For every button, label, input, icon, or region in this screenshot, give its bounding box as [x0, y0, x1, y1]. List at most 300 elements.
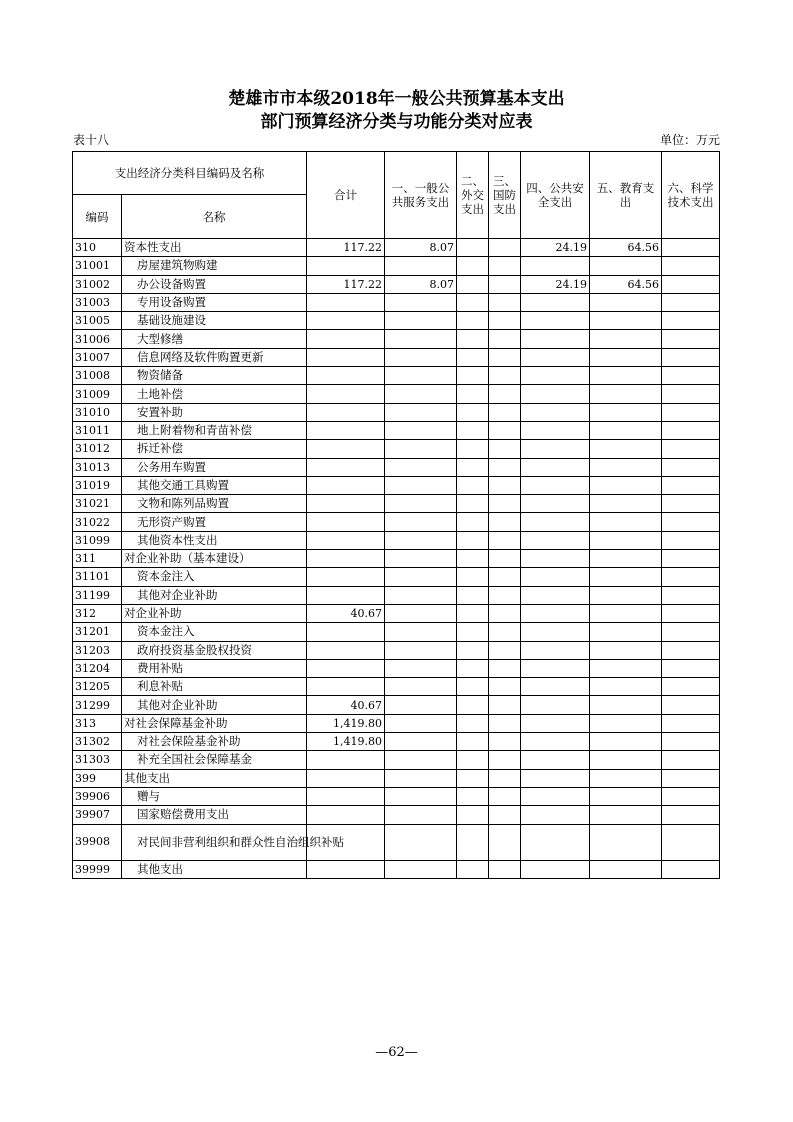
cell-total: [307, 513, 385, 531]
cell-c6: [662, 623, 720, 641]
cell-c4: [521, 860, 590, 878]
table-row: [73, 421, 720, 439]
cell-c2: [457, 257, 489, 275]
cell-c3: [489, 604, 521, 622]
cell-c6: [662, 678, 720, 696]
table-row: [73, 787, 720, 805]
budget-table: [72, 151, 720, 879]
table-row: [73, 623, 720, 641]
table-row: [73, 550, 720, 568]
cell-total: [307, 421, 385, 439]
cell-c6: [662, 275, 720, 293]
cell-c1: [385, 495, 457, 513]
cell-c3: [489, 239, 521, 257]
cell-c6: [662, 751, 720, 769]
cell-name: 补充全国社会保障基金: [122, 751, 307, 769]
cell-c2: [457, 458, 489, 476]
cell-c2: [457, 385, 489, 403]
cell-c5: [590, 257, 662, 275]
header-col2: 二、外交支出: [457, 152, 489, 239]
cell-c4: [521, 623, 590, 641]
cell-total: [307, 641, 385, 659]
cell-c6: [662, 550, 720, 568]
cell-total: [307, 787, 385, 805]
cell-name: 安置补助: [122, 403, 307, 421]
cell-code: 399: [73, 769, 122, 787]
cell-total: 1,419.80: [307, 714, 385, 732]
cell-code: 31099: [73, 531, 122, 549]
cell-name: 对社会保障基金补助: [122, 714, 307, 732]
cell-c6: [662, 513, 720, 531]
cell-c4: [521, 824, 590, 860]
table-row: [73, 440, 720, 458]
cell-c5: [590, 733, 662, 751]
cell-c6: [662, 586, 720, 604]
header-total: 合计: [307, 152, 385, 239]
cell-c4: [521, 476, 590, 494]
cell-c1: [385, 440, 457, 458]
cell-c6: [662, 385, 720, 403]
page-number: —62—: [375, 1045, 418, 1060]
cell-c3: [489, 531, 521, 549]
cell-c5: [590, 787, 662, 805]
cell-c2: [457, 293, 489, 311]
cell-c4: [521, 440, 590, 458]
cell-c3: [489, 440, 521, 458]
cell-c4: [521, 751, 590, 769]
cell-c5: [590, 623, 662, 641]
cell-code: 31003: [73, 293, 122, 311]
cell-c4: [521, 531, 590, 549]
cell-code: 31005: [73, 312, 122, 330]
cell-c6: [662, 714, 720, 732]
cell-c5: 64.56: [590, 275, 662, 293]
cell-code: 31299: [73, 696, 122, 714]
cell-c1: [385, 860, 457, 878]
cell-c6: [662, 568, 720, 586]
cell-c4: [521, 568, 590, 586]
cell-c1: [385, 751, 457, 769]
cell-c5: [590, 568, 662, 586]
cell-total: 40.67: [307, 696, 385, 714]
cell-c1: [385, 623, 457, 641]
cell-name: 无形资产购置: [122, 513, 307, 531]
cell-c3: [489, 733, 521, 751]
cell-c5: [590, 751, 662, 769]
cell-c3: [489, 513, 521, 531]
cell-c2: [457, 824, 489, 860]
cell-c6: [662, 330, 720, 348]
cell-c4: [521, 367, 590, 385]
table-row: [73, 367, 720, 385]
cell-name: 对企业补助: [122, 604, 307, 622]
cell-name: 对企业补助（基本建设）: [122, 550, 307, 568]
cell-c1: [385, 806, 457, 824]
cell-total: [307, 257, 385, 275]
cell-c2: [457, 421, 489, 439]
cell-c6: [662, 312, 720, 330]
cell-code: 31001: [73, 257, 122, 275]
cell-name: 对社会保险基金补助: [122, 733, 307, 751]
cell-c3: [489, 421, 521, 439]
cell-c1: [385, 421, 457, 439]
cell-c5: 64.56: [590, 239, 662, 257]
cell-name: 公务用车购置: [122, 458, 307, 476]
cell-c1: [385, 568, 457, 586]
cell-c6: [662, 458, 720, 476]
table-number: 表十八: [73, 133, 110, 147]
cell-code: 31019: [73, 476, 122, 494]
header-col6: 六、科学技术支出: [662, 152, 720, 239]
cell-name: 其他支出: [122, 769, 307, 787]
cell-name: 对民间非营利组织和群众性自治组织补贴: [122, 824, 307, 860]
cell-c5: [590, 696, 662, 714]
cell-c1: [385, 476, 457, 494]
cell-name: 专用设备购置: [122, 293, 307, 311]
cell-c4: [521, 641, 590, 659]
cell-name: 国家赔偿费用支出: [122, 806, 307, 824]
table-row: [73, 476, 720, 494]
table-row: [73, 513, 720, 531]
cell-c3: [489, 586, 521, 604]
cell-total: [307, 586, 385, 604]
cell-name: 大型修缮: [122, 330, 307, 348]
cell-c1: [385, 550, 457, 568]
cell-c3: [489, 275, 521, 293]
cell-total: [307, 531, 385, 549]
cell-c3: [489, 330, 521, 348]
cell-total: [307, 403, 385, 421]
cell-c6: [662, 824, 720, 860]
cell-c6: [662, 257, 720, 275]
header-col4: 四、公共安全支出: [521, 152, 590, 239]
cell-name: 土地补偿: [122, 385, 307, 403]
cell-code: 31009: [73, 385, 122, 403]
table-row: [73, 293, 720, 311]
cell-c2: [457, 403, 489, 421]
title-line-2: 部门预算经济分类与功能分类对应表: [260, 112, 533, 132]
cell-c2: [457, 860, 489, 878]
cell-c2: [457, 623, 489, 641]
cell-c3: [489, 860, 521, 878]
cell-code: 311: [73, 550, 122, 568]
cell-total: [307, 769, 385, 787]
table-row: [73, 769, 720, 787]
cell-c1: [385, 604, 457, 622]
cell-total: 1,419.80: [307, 733, 385, 751]
cell-name: 其他对企业补助: [122, 696, 307, 714]
cell-c5: [590, 385, 662, 403]
cell-code: 31008: [73, 367, 122, 385]
cell-c2: [457, 495, 489, 513]
table-row: [73, 659, 720, 677]
cell-c5: [590, 824, 662, 860]
cell-code: 31006: [73, 330, 122, 348]
cell-c4: [521, 312, 590, 330]
title-line-1: 楚雄市市本级2018年一般公共预算基本支出: [228, 89, 565, 109]
cell-name: 资本金注入: [122, 568, 307, 586]
cell-c2: [457, 568, 489, 586]
cell-c2: [457, 787, 489, 805]
cell-c6: [662, 659, 720, 677]
cell-c5: [590, 678, 662, 696]
cell-c3: [489, 678, 521, 696]
cell-name: 文物和陈列品购置: [122, 495, 307, 513]
cell-c3: [489, 751, 521, 769]
cell-name: 赠与: [122, 787, 307, 805]
cell-c4: [521, 733, 590, 751]
cell-c1: [385, 330, 457, 348]
cell-name: 办公设备购置: [122, 275, 307, 293]
cell-c4: [521, 257, 590, 275]
cell-total: 117.22: [307, 275, 385, 293]
cell-c2: [457, 239, 489, 257]
table-row: [73, 385, 720, 403]
table-row: [73, 275, 720, 293]
cell-code: 31011: [73, 421, 122, 439]
cell-c5: [590, 293, 662, 311]
cell-c2: [457, 476, 489, 494]
cell-c6: [662, 531, 720, 549]
cell-c6: [662, 860, 720, 878]
cell-total: [307, 440, 385, 458]
cell-c6: [662, 476, 720, 494]
cell-c1: [385, 659, 457, 677]
cell-c5: [590, 659, 662, 677]
cell-c3: [489, 824, 521, 860]
cell-c3: [489, 403, 521, 421]
cell-c4: [521, 421, 590, 439]
cell-c2: [457, 678, 489, 696]
cell-c1: [385, 769, 457, 787]
cell-total: [307, 476, 385, 494]
cell-c1: [385, 531, 457, 549]
cell-c2: [457, 659, 489, 677]
cell-c5: [590, 403, 662, 421]
cell-name: 基础设施建设: [122, 312, 307, 330]
cell-name: 其他资本性支出: [122, 531, 307, 549]
cell-c6: [662, 495, 720, 513]
cell-c1: [385, 696, 457, 714]
cell-code: 31010: [73, 403, 122, 421]
cell-c4: [521, 659, 590, 677]
table-row: [73, 586, 720, 604]
header-code: 编码: [73, 195, 122, 239]
cell-c1: [385, 312, 457, 330]
table-row: [73, 860, 720, 878]
cell-c2: [457, 330, 489, 348]
cell-c6: [662, 421, 720, 439]
cell-c2: [457, 550, 489, 568]
table-row: [73, 751, 720, 769]
table-row: [73, 495, 720, 513]
table-row: [73, 312, 720, 330]
cell-code: 31302: [73, 733, 122, 751]
header-col1: 一、一般公共服务支出: [385, 152, 457, 239]
cell-code: 31021: [73, 495, 122, 513]
cell-total: [307, 458, 385, 476]
table-row: [73, 678, 720, 696]
cell-c2: [457, 641, 489, 659]
cell-total: [307, 568, 385, 586]
cell-c4: [521, 714, 590, 732]
cell-c3: [489, 787, 521, 805]
cell-c5: [590, 458, 662, 476]
cell-c4: [521, 513, 590, 531]
cell-total: [307, 751, 385, 769]
cell-total: [307, 312, 385, 330]
cell-c5: [590, 513, 662, 531]
table-row: [73, 806, 720, 824]
cell-total: [307, 293, 385, 311]
cell-code: 310: [73, 239, 122, 257]
cell-name: 其他交通工具购置: [122, 476, 307, 494]
cell-c5: [590, 440, 662, 458]
cell-name: 房屋建筑物购建: [122, 257, 307, 275]
table-row: [73, 239, 720, 257]
cell-c4: [521, 769, 590, 787]
cell-total: [307, 678, 385, 696]
table-row: [73, 531, 720, 549]
cell-c6: [662, 440, 720, 458]
table-row: [73, 330, 720, 348]
header-name: 名称: [122, 195, 307, 239]
cell-c6: [662, 787, 720, 805]
cell-c1: [385, 733, 457, 751]
cell-code: 31022: [73, 513, 122, 531]
cell-c6: [662, 293, 720, 311]
cell-code: 31204: [73, 659, 122, 677]
cell-code: 31013: [73, 458, 122, 476]
cell-c5: [590, 330, 662, 348]
cell-total: [307, 806, 385, 824]
cell-c5: [590, 495, 662, 513]
cell-code: 31205: [73, 678, 122, 696]
cell-c1: [385, 403, 457, 421]
cell-c3: [489, 257, 521, 275]
cell-c1: [385, 293, 457, 311]
cell-code: 31007: [73, 348, 122, 366]
cell-c2: [457, 733, 489, 751]
unit-label: 单位：万元: [659, 133, 720, 147]
header-col3: 三、国防支出: [489, 152, 521, 239]
cell-c5: [590, 714, 662, 732]
cell-c4: [521, 458, 590, 476]
cell-total: 40.67: [307, 604, 385, 622]
cell-c6: [662, 367, 720, 385]
cell-c3: [489, 641, 521, 659]
cell-c1: [385, 348, 457, 366]
cell-c1: [385, 824, 457, 860]
cell-c2: [457, 696, 489, 714]
cell-c4: [521, 806, 590, 824]
cell-code: 31203: [73, 641, 122, 659]
cell-name: 信息网络及软件购置更新: [122, 348, 307, 366]
cell-c1: [385, 367, 457, 385]
cell-code: 31002: [73, 275, 122, 293]
cell-c6: [662, 806, 720, 824]
cell-c3: [489, 659, 521, 677]
cell-c3: [489, 476, 521, 494]
cell-c2: [457, 604, 489, 622]
cell-c5: [590, 806, 662, 824]
cell-c5: [590, 476, 662, 494]
cell-c5: [590, 641, 662, 659]
cell-c4: [521, 696, 590, 714]
table-row: [73, 348, 720, 366]
cell-c1: 8.07: [385, 275, 457, 293]
cell-code: 312: [73, 604, 122, 622]
cell-c6: [662, 641, 720, 659]
cell-c4: 24.19: [521, 239, 590, 257]
table-row: [73, 458, 720, 476]
cell-code: 313: [73, 714, 122, 732]
table-body: [73, 239, 720, 879]
cell-c2: [457, 586, 489, 604]
cell-code: 31012: [73, 440, 122, 458]
cell-code: 39907: [73, 806, 122, 824]
cell-total: [307, 367, 385, 385]
cell-c1: [385, 641, 457, 659]
cell-c3: [489, 312, 521, 330]
cell-c3: [489, 458, 521, 476]
cell-c2: [457, 275, 489, 293]
table-row: [73, 641, 720, 659]
cell-c2: [457, 348, 489, 366]
cell-c5: [590, 367, 662, 385]
cell-c5: [590, 348, 662, 366]
cell-c6: [662, 733, 720, 751]
table-row: [73, 733, 720, 751]
cell-c6: [662, 239, 720, 257]
cell-c1: [385, 385, 457, 403]
cell-code: 31303: [73, 751, 122, 769]
cell-name: 其他对企业补助: [122, 586, 307, 604]
header-category: 支出经济分类科目编码及名称: [73, 152, 307, 195]
cell-c2: [457, 440, 489, 458]
table-row: [73, 403, 720, 421]
cell-c3: [489, 293, 521, 311]
cell-c3: [489, 550, 521, 568]
cell-c4: [521, 403, 590, 421]
table-row: [73, 824, 720, 860]
cell-c4: [521, 330, 590, 348]
cell-total: [307, 348, 385, 366]
cell-c4: [521, 586, 590, 604]
cell-name: 拆迁补偿: [122, 440, 307, 458]
cell-c3: [489, 769, 521, 787]
cell-c2: [457, 531, 489, 549]
cell-total: [307, 623, 385, 641]
cell-name: 政府投资基金股权投资: [122, 641, 307, 659]
cell-c5: [590, 586, 662, 604]
cell-name: 费用补贴: [122, 659, 307, 677]
cell-c1: [385, 678, 457, 696]
cell-c5: [590, 550, 662, 568]
cell-total: [307, 860, 385, 878]
cell-name: 资本性支出: [122, 239, 307, 257]
cell-c1: [385, 787, 457, 805]
cell-name: 物资储备: [122, 367, 307, 385]
cell-total: [307, 495, 385, 513]
cell-code: 39999: [73, 860, 122, 878]
cell-c2: [457, 312, 489, 330]
cell-c5: [590, 421, 662, 439]
cell-c1: [385, 257, 457, 275]
cell-c3: [489, 367, 521, 385]
cell-c4: [521, 495, 590, 513]
cell-c2: [457, 806, 489, 824]
